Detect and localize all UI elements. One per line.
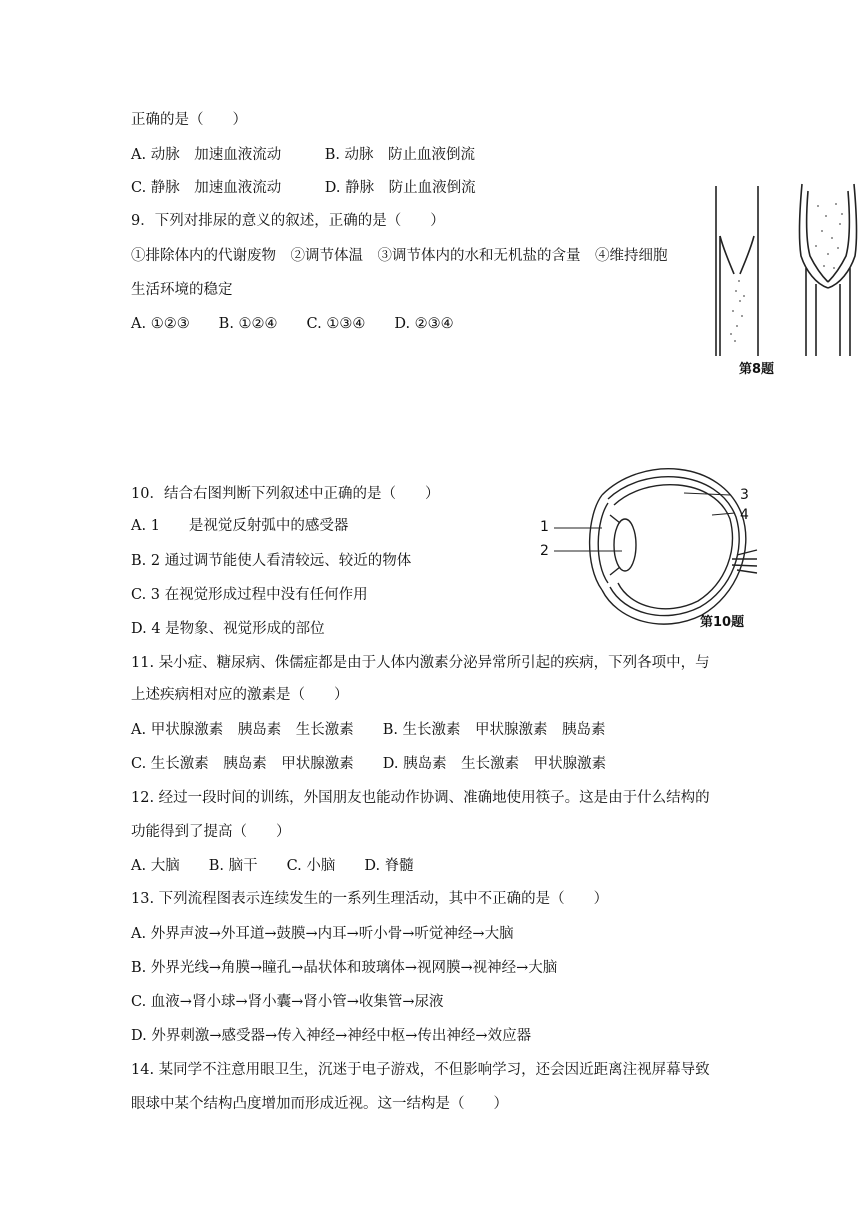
question-9-stem: 9．下列对排尿的意义的叙述，正确的是（ ）: [131, 213, 445, 229]
question-10-option-d: D. 4 是物象、视觉形成的部位: [131, 621, 325, 637]
question-10-option-c: C. 3 在视觉形成过程中没有任何作用: [131, 587, 368, 603]
eye-label-1: 1: [540, 519, 549, 535]
question-13-stem: 13. 下列流程图表示连续发生的一系列生理活动，其中不正确的是（ ）: [131, 891, 609, 907]
question-11-options-cd: C. 生长激素 胰岛素 甲状腺激素 D. 胰岛素 生长激素 甲状腺激素: [131, 756, 607, 772]
question-10-option-b: B. 2 通过调节能使人看清较远、较近的物体: [131, 553, 412, 569]
question-12-stem: 12. 经过一段时间的训练，外国朋友也能动作协调、准确地使用筷子。这是由于什么结构的: [131, 790, 710, 806]
question-14-stem-cont: 眼球中某个结构凸度增加而形成近视。这一结构是（ ）: [131, 1096, 508, 1112]
question-13-option-b: B. 外界光线→角膜→瞳孔→晶状体和玻璃体→视网膜→视神经→大脑: [131, 960, 558, 976]
figure-10-caption: 第10题: [700, 615, 745, 630]
figure-10-eye: [532, 455, 760, 630]
text-line-3: C. 静脉 加速血液流动 D. 静脉 防止血液倒流: [131, 180, 476, 196]
eye-label-2: 2: [540, 543, 549, 559]
eye-label-4: 4: [740, 507, 749, 523]
question-11-stem-cont: 上述疾病相对应的激素是（ ）: [131, 687, 349, 703]
question-9-items: ①排除体内的代谢废物 ②调节体温 ③调节体内的水和无机盐的含量 ④维持细胞: [131, 248, 668, 264]
question-10-option-a: A. 1 是视觉反射弧中的感受器: [131, 518, 349, 534]
vein-valve-diagram: [706, 176, 860, 381]
eye-structure-diagram: [532, 455, 760, 630]
question-12-options: A. 大脑 B. 脑干 C. 小脑 D. 脊髓: [131, 858, 414, 874]
eye-label-3: 3: [740, 487, 749, 503]
question-12-stem-cont: 功能得到了提高（ ）: [131, 824, 291, 840]
question-13-option-c: C. 血液→肾小球→肾小囊→肾小管→收集管→尿液: [131, 994, 444, 1010]
text-line-1: 正确的是（ ）: [131, 112, 247, 128]
figure-8-vein-valve: [706, 176, 860, 381]
question-13-option-d: D. 外界刺激→感受器→传入神经→神经中枢→传出神经→效应器: [131, 1028, 532, 1044]
question-10-stem: 10．结合右图判断下列叙述中正确的是（ ）: [131, 486, 440, 502]
question-11-options-ab: A. 甲状腺激素 胰岛素 生长激素 B. 生长激素 甲状腺激素 胰岛素: [131, 722, 606, 738]
question-14-stem: 14. 某同学不注意用眼卫生，沉迷于电子游戏，不但影响学习，还会因近距离注视屏幕导致: [131, 1062, 710, 1078]
question-9-options: A. ①②③ B. ①②④ C. ①③④ D. ②③④: [131, 316, 454, 332]
question-9-items-cont: 生活环境的稳定: [131, 282, 233, 298]
question-13-option-a: A. 外界声波→外耳道→鼓膜→内耳→听小骨→听觉神经→大脑: [131, 926, 514, 942]
figure-8-caption: 第8题: [739, 362, 775, 377]
text-line-2: A. 动脉 加速血液流动 B. 动脉 防止血液倒流: [131, 147, 476, 163]
question-11-stem: 11. 呆小症、糖尿病、侏儒症都是由于人体内激素分泌异常所引起的疾病，下列各项中，与: [131, 655, 710, 671]
